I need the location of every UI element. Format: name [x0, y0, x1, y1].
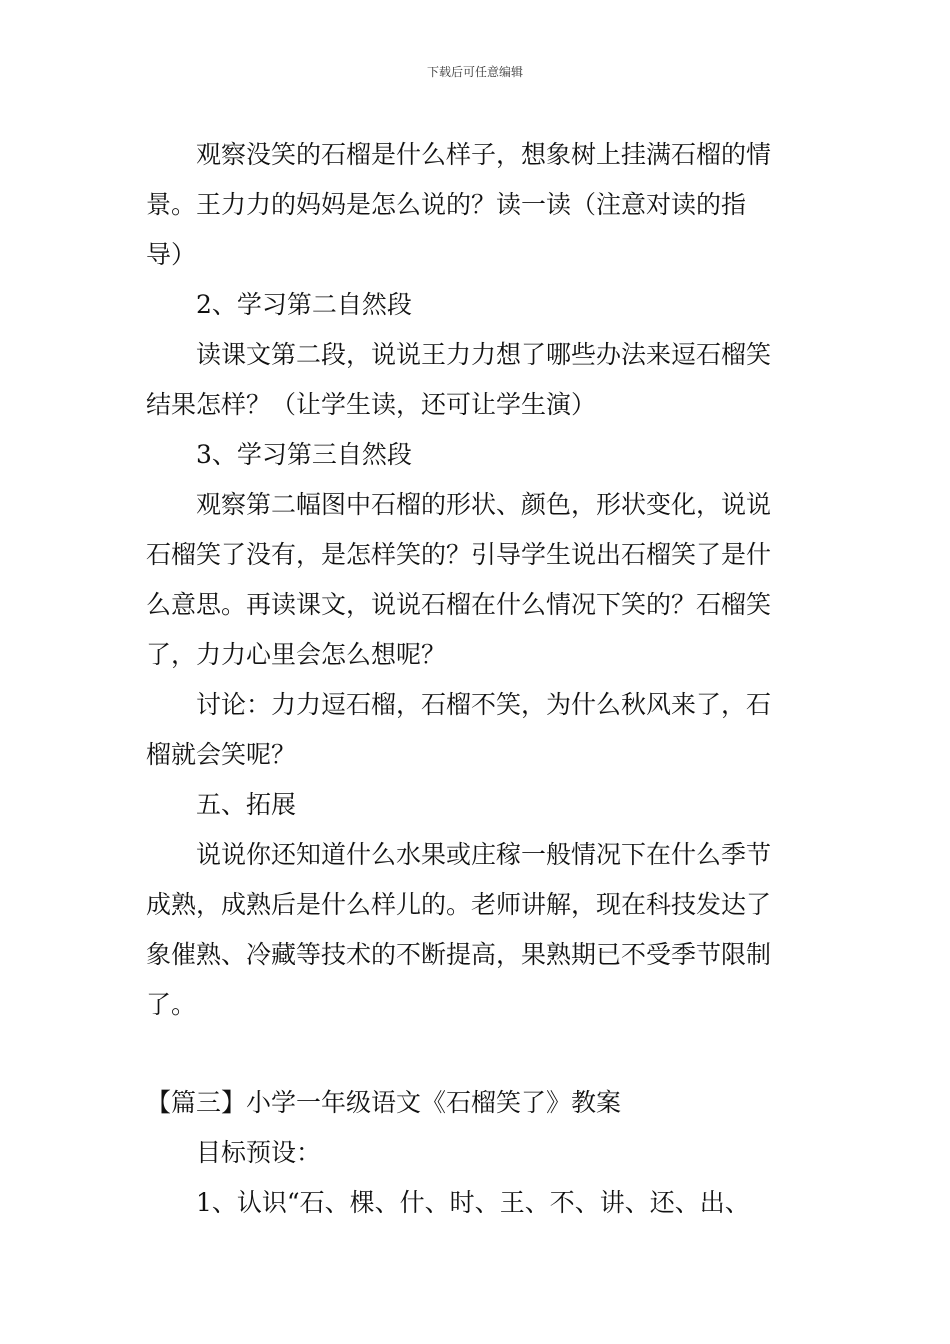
subheading-line: 3、学习第三自然段 [196, 440, 412, 469]
paragraph-line: 景。王力力的妈妈是怎么说的？读一读（注意对读的指 [146, 190, 747, 219]
paragraph-line: 讨论：力力逗石榴，石榴不笑，为什么秋风来了，石 [196, 690, 772, 719]
paragraph-line: 观察第二幅图中石榴的形状、颜色，形状变化，说说 [196, 490, 772, 519]
document-body [146, 130, 808, 1228]
paragraph-line: 石榴笑了没有，是怎样笑的？引导学生说出石榴笑了是什 [146, 540, 772, 569]
paragraph-line: 说说你还知道什么水果或庄稼一般情况下在什么季节 [196, 840, 772, 869]
paragraph-line: 成熟，成熟后是什么样儿的。老师讲解，现在科技发达了 [146, 890, 772, 919]
subheading-line: 2、学习第二自然段 [196, 290, 412, 319]
paragraph-line: 读课文第二段，说说王力力想了哪些办法来逗石榴笑 [196, 340, 772, 369]
paragraph-line: 1、认识“石、棵、什、时、王、不、讲、还、出、 [196, 1188, 750, 1217]
section-gap [146, 1030, 808, 1078]
subheading-line: 五、拓展 [196, 790, 297, 819]
page-header: 下载后可任意编辑 [426, 65, 523, 79]
paragraph-line: 么意思。再读课文，说说石榴在什么情况下笑的？石榴笑 [146, 590, 772, 619]
paragraph-line: 榴就会笑呢？ [146, 740, 297, 769]
paragraph-line: 导） [146, 240, 197, 269]
paragraph-line: 象催熟、冷藏等技术的不断提高，果熟期已不受季节限制 [146, 940, 772, 969]
paragraph-line: 观察没笑的石榴是什么样子，想象树上挂满石榴的情 [196, 140, 772, 169]
subheading-line: 目标预设： [196, 1138, 322, 1167]
section-title: 【篇三】小学一年级语文《石榴笑了》教案 [146, 1088, 622, 1117]
paragraph-line: 了。 [146, 990, 197, 1019]
paragraph-line: 结果怎样？（让学生读，还可让学生演） [146, 390, 597, 419]
paragraph-line: 了，力力心里会怎么想呢？ [146, 640, 447, 669]
